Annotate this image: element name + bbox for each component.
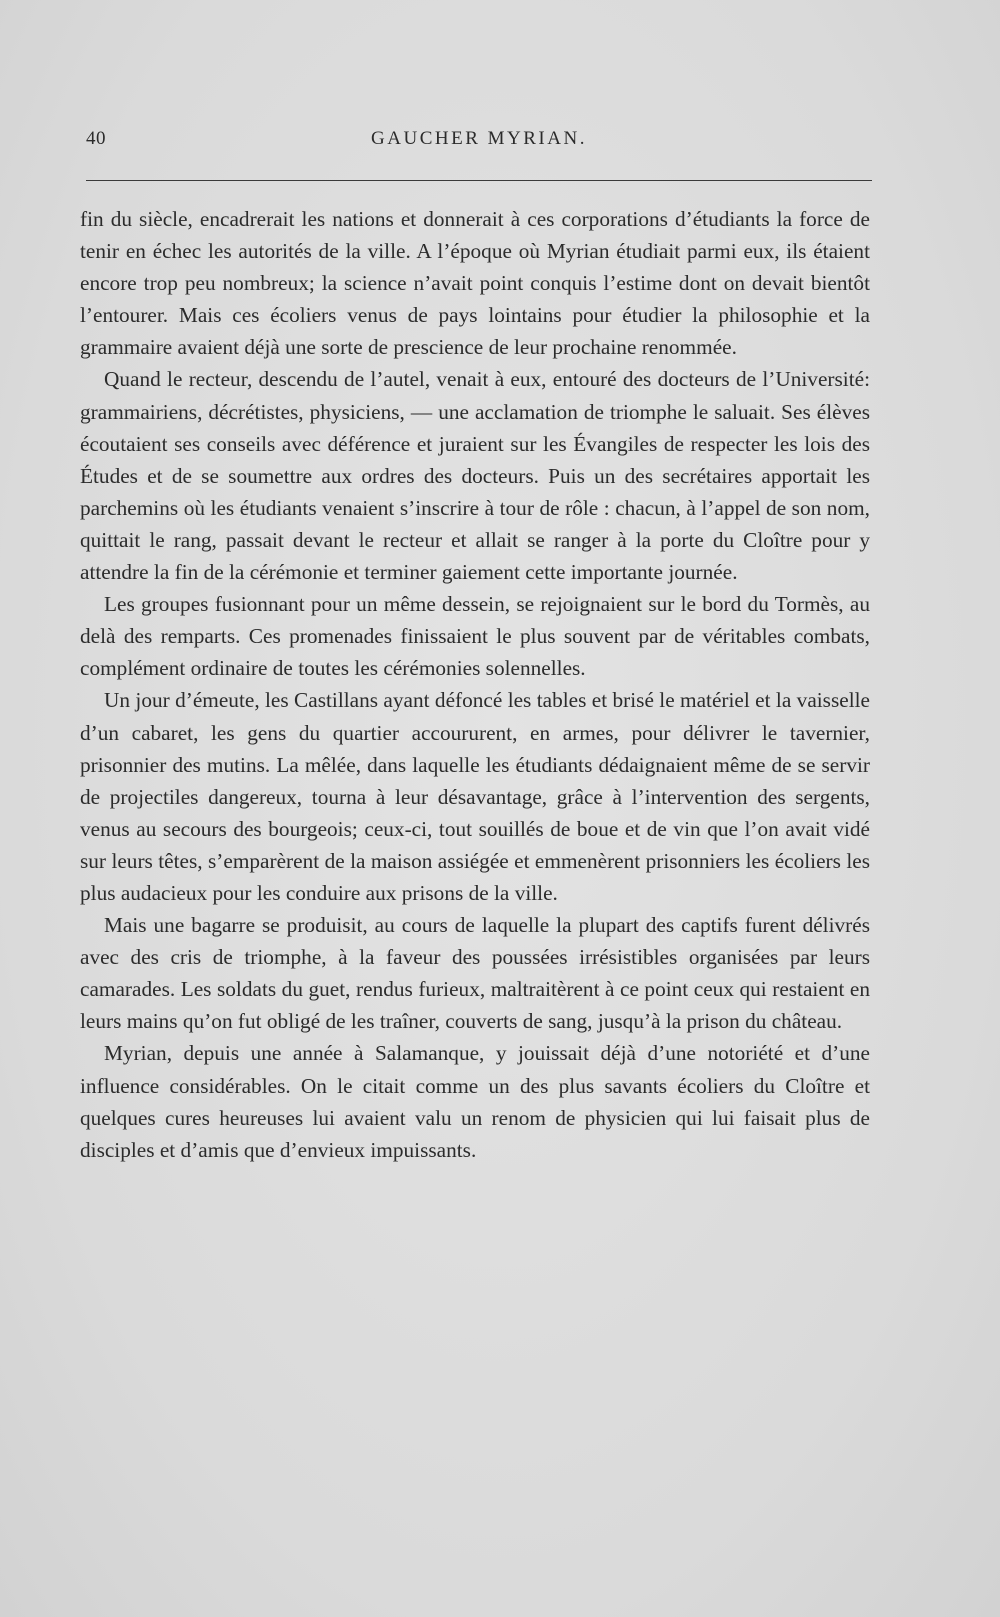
running-title: GAUCHER MYRIAN. (371, 128, 587, 149)
paragraph: Quand le recteur, descendu de l’autel, venait à eux, entouré des docteurs de l’Université: grammairiens, décrétistes, physiciens, — une acclamation de triomphe le saluait. Ses élèves écoutaient ses conseils avec déférence et juraient sur les Évangiles de respecter les lois des Études et de se soumettre aux ordres des docteurs. Puis un des secrétaires apportait les parchemins où les étudiants venaient s’inscrire à tour de rôle : chacun, à l’appel de son nom, quittait le rang, passait devant le recteur et allait se ranger à la porte du Cloître pour y attendre la fin de la cérémonie et terminer gaiement cette importante journée. (80, 367, 870, 585)
paragraph: Myrian, depuis une année à Salamanque, y jouissait déjà d’une notoriété et d’une influence considérables. On le citait comme un des plus savants écoliers du Cloître et quelques cures heureuses lui avaient valu un renom de physicien qui lui faisait plus de disciples et d’amis que d’envieux impuissants. (80, 1041, 870, 1162)
paragraph: Les groupes fusionnant pour un même dessein, se rejoignaient sur le bord du Tormès, au delà des remparts. Ces promenades finissaient le plus souvent par de véritables combats, complément ordinaire de toutes les cérémonies solennelles. (80, 592, 870, 681)
body-text (80, 203, 870, 1166)
paragraph-continuation: fin du siècle, encadrerait les nations et donnerait à ces corporations d’étudiants la force de tenir en échec les autorités de la ville. A l’époque où Myrian étudiait parmi eux, ils étaient encore trop peu nombreux; la science n’avait point conquis l’estime dont on devait bientôt l’entourer. Mais ces écoliers venus de pays lointains pour étudier la philosophie et la grammaire avaient déjà une sorte de prescience de leur prochaine renommée. (80, 207, 870, 360)
header-rule (86, 180, 872, 181)
running-header (86, 128, 872, 158)
page-number: 40 (86, 128, 106, 149)
paragraph: Un jour d’émeute, les Castillans ayant défoncé les tables et brisé le matériel et la vaisselle d’un cabaret, les gens du quartier accoururent, en armes, pour délivrer le tavernier, prisonnier des mutins. La mêlée, dans laquelle les étudiants dédaignaient même de se servir de projectiles dangereux, tourna à leur désavantage, grâce à l’intervention des sergents, venus au secours des bourgeois; ceux-ci, tout souillés de boue et de vin que l’on avait vidé sur leurs têtes, s’emparèrent de la maison assiégée et emmenèrent prisonniers les écoliers les plus audacieux pour les conduire aux prisons de la ville. (80, 688, 870, 905)
paragraph: Mais une bagarre se produisit, au cours de laquelle la plupart des captifs furent délivrés avec des cris de triomphe, à la faveur des poussées irrésistibles organisées par leurs camarades. Les soldats du guet, rendus furieux, maltraitèrent à ce point ceux qui restaient en leurs mains qu’on fut obligé de les traîner, couverts de sang, jusqu’à la prison du château. (80, 913, 870, 1034)
